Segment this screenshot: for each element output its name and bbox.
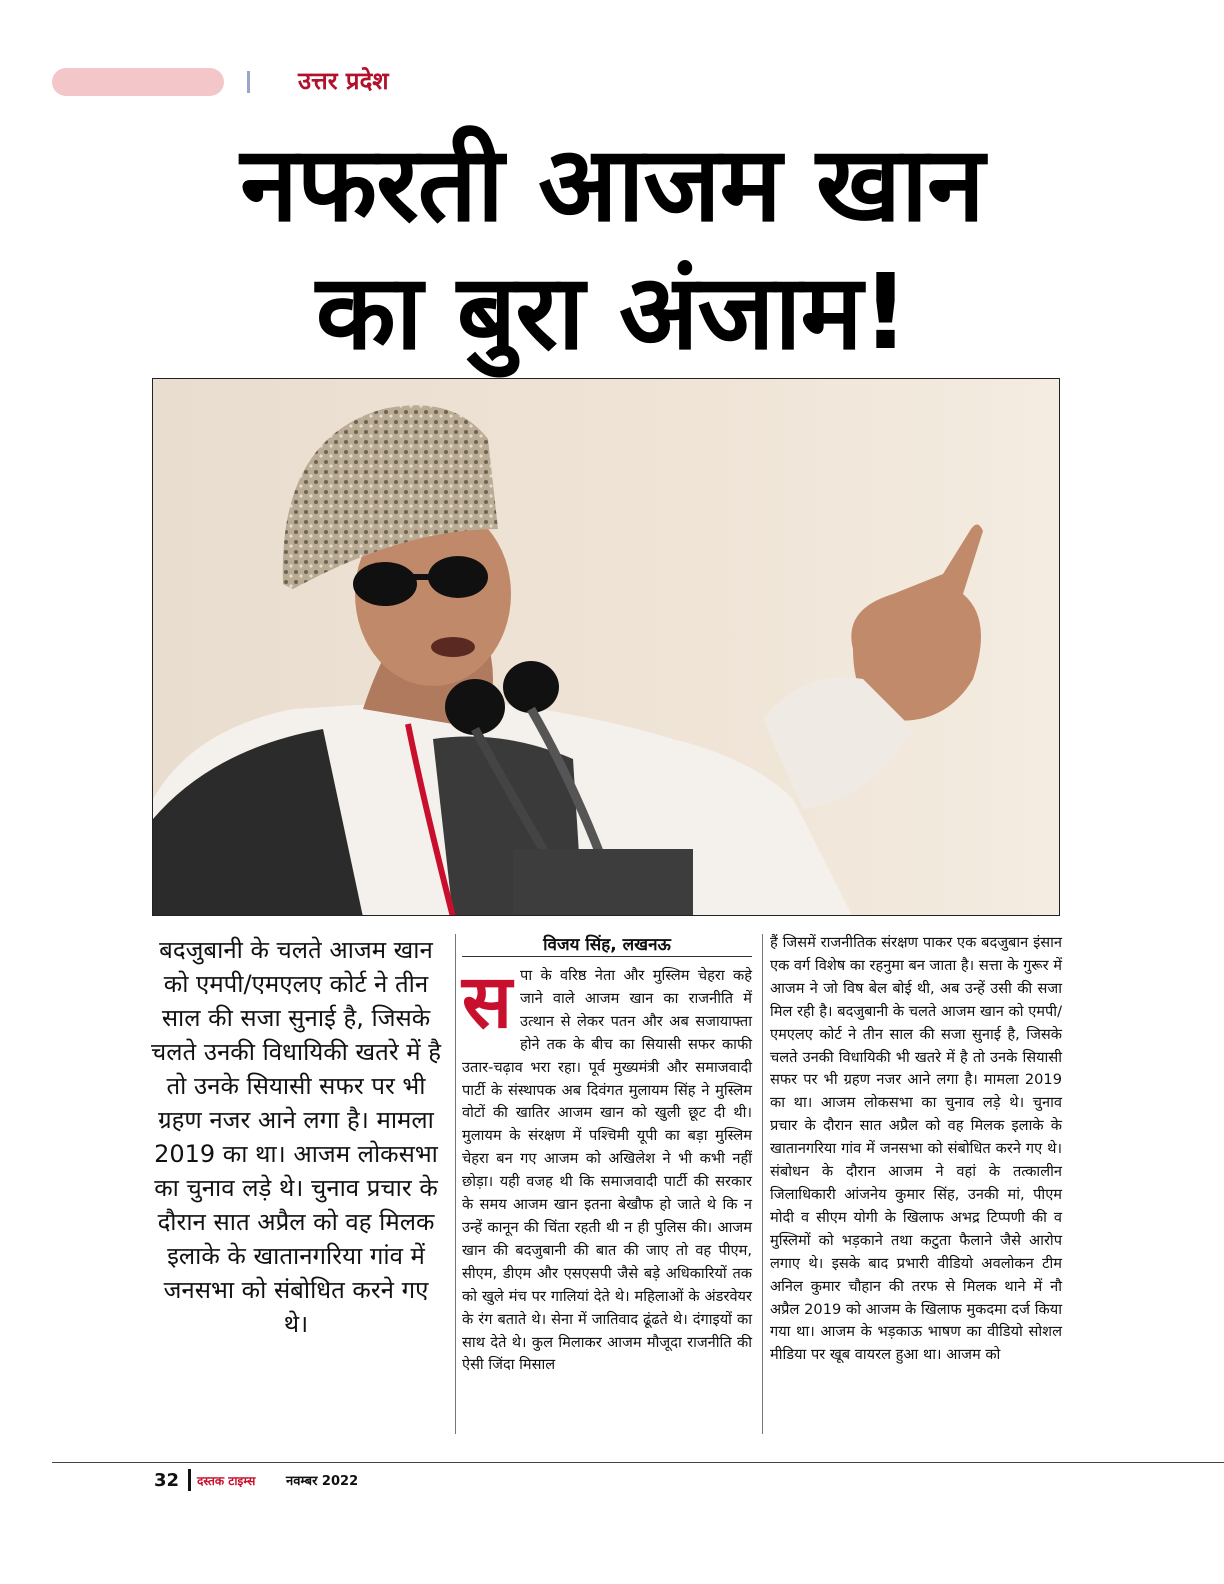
article-text-2: हैं जिसमें राजनीतिक संरक्षण पाकर एक बदजुबान इंसान एक वर्ग विशेष का रहनुमा बन जाता है। सत्ता के गुरूर में आजम ने जो विष बेल बोई थी, अब उन्हें उसी की सजा मिल रही है। बदजुबानी के चलते आजम खान को एमपी/एमएलए कोर्ट ने तीन साल की सजा सुनाई है, जिसके चलते उनकी विधायिकी भी खतरे में है तो उनके सियासी सफर पर भी ग्रहण नजर आने लगा है। मामला 2019 का था। आजम लोकसभा का चुनाव लड़े थे। चुनाव प्रचार के दौरान सात अप्रैल को वह मिलक इलाके के खातानगरिया गांव में जनसभा को संबोधित करने गए थे। संबोधन के दौरान आजम ने वहां के तत्कालीन जिलाधिकारी आंजनेय कुमार सिंह, उनकी मां, पीएम मोदी व सीएम योगी के खिलाफ अभद्र टिप्पणी की व मुस्लिमों को भड़काने तथा कटुता फैलाने जैसे आरोप लगाए थे। इसके बाद प्रभारी वीडियो अवलोकन टीम अनिल कुमार चौहान की तरफ से मिलक थाने में नौ अप्रैल 2019 को आजम के खिलाफ मुकदमा दर्ज किया गया था। आजम के भड़काऊ भाषण का वीडियो सोशल मीडिया पर खूब वायरल हुआ था। आजम को	[770, 934, 1062, 1364]
drop-cap: स	[462, 959, 513, 1045]
column-rule-1	[455, 934, 456, 1434]
pull-quote: बदजुबानी के चलते आजम खान को एमपी/एमएलए कोर्ट ने तीन साल की सजा सुनाई है, जिसके चलते उनकी विधायिकी खतरे में है तो उनके सियासी सफर पर भी ग्रहण नजर आने लगा है। मामला 2019 का था। आजम लोकसभा का चुनाव लड़े थे। चुनाव प्रचार के दौरान सात अप्रैल को वह मिलक इलाके के खातानगरिया गांव में जनसभा को संबोधित करने गए थे।	[151, 936, 441, 1338]
section-divider	[247, 71, 250, 93]
section-tag-pill	[52, 68, 224, 96]
section-label: उत्तर प्रदेश	[298, 67, 389, 95]
lead-photo	[152, 378, 1060, 916]
column-rule-2	[762, 934, 763, 1434]
headline-line-2: का बुरा अंजाम!	[315, 251, 909, 373]
footer-rule	[52, 1462, 1224, 1463]
issue-date: नवम्बर 2022	[286, 1474, 359, 1489]
article-column-1	[462, 959, 752, 1377]
byline: विजय सिंह, लखनऊ	[543, 935, 671, 955]
page-number: 32	[154, 1470, 180, 1491]
footer-divider	[188, 1469, 191, 1491]
article-column-2	[770, 932, 1062, 1367]
article-text-1: पा के वरिष्ठ नेता और मुस्लिम चेहरा कहे जाने वाले आजम खान का राजनीति में उत्थान से लेकर पतन और अब सजायाफ्ता होने तक के बीच का सियासी सफर काफी उतार-चढ़ाव भरा रहा। पूर्व मुख्यमंत्री और समाजवादी पार्टी के संस्थापक अब दिवंगत मुलायम सिंह ने मुस्लिम वोटों की खातिर आजम खान को खुली छूट दी थी। मुलायम के संरक्षण में पश्चिमी यूपी का बड़ा मुस्लिम चेहरा बन गए आजम को अखिलेश ने भी कभी नहीं छोड़ा। यही वजह थी कि समाजवादी पार्टी की सरकार के समय आजम खान इतना बेखौफ हो जाते थे कि न उन्हें कानून की चिंता रहती थी न ही पुलिस की। आजम खान की बदजुबानी की बात की जाए तो वह पीएम, सीएम, डीएम और एसएसपी जैसे बड़े अधिकारियों तक को खुले मंच पर गालियां देते थे। महिलाओं के अंडरवेयर के रंग बताते थे। सेना में जातिवाद ढूंढते थे। दंगाइयों का साथ देते थे। कुल मिलाकर आजम मौजूदा राजनीति की ऐसी जिंदा मिसाल	[462, 967, 752, 1374]
byline-underline	[462, 956, 752, 957]
headline-line-1: नफरती आजम खान	[240, 123, 984, 245]
magazine-logo: दस्तक टाइम्स	[197, 1474, 256, 1488]
